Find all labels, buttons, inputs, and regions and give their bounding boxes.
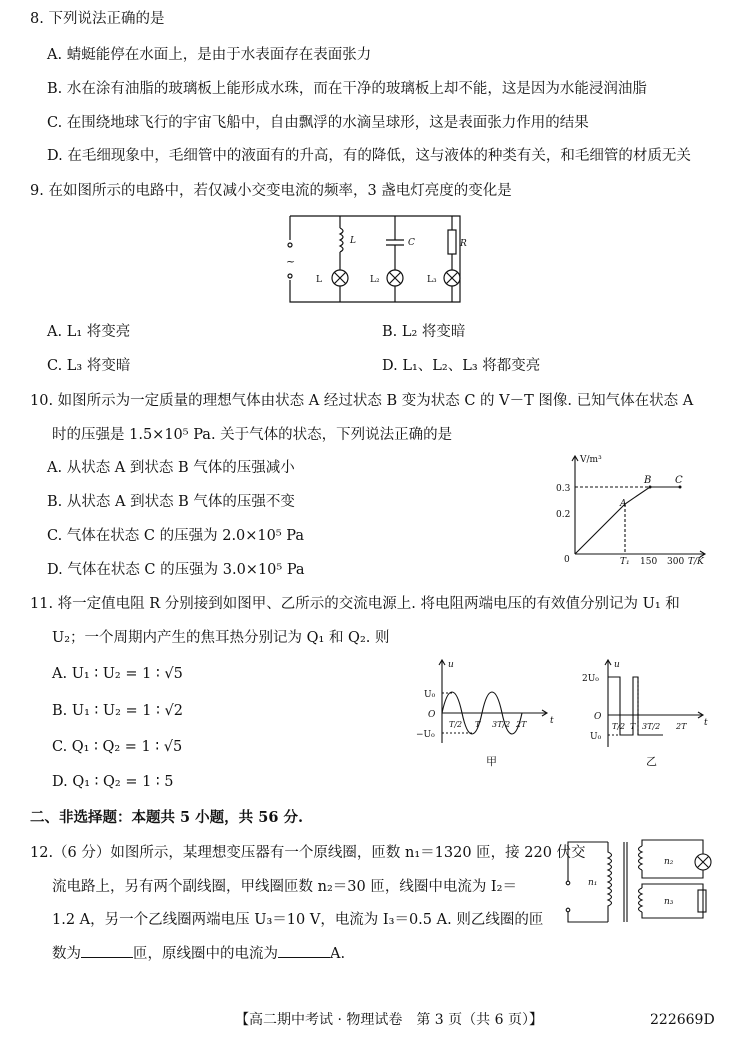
q11-jia-neg-u0-label: −U₀ [416, 730, 435, 740]
q8-option-b: B. 水在涂有油脂的玻璃板上能形成水珠，而在干净的玻璃板上却不能，这是因为水能浸润油脂 [47, 81, 647, 97]
q12-blank-turns [81, 943, 133, 958]
q8-option-c: C. 在围绕地球飞行的宇宙飞船中，自由飘浮的水滴呈球形，这是表面张力作用的结果 [47, 115, 589, 131]
q10-vt-graph [540, 450, 715, 575]
q11-option-c: C. Q₁ ∶ Q₂ = 1 ∶ √5 [52, 739, 183, 755]
q10-option-b: B. 从状态 A 到状态 B 气体的压强不变 [47, 494, 295, 510]
q11-yi-u0-label: U₀ [590, 732, 602, 742]
q12-line2: 流电路上，另有两个副线圈，甲线圈匝数 n₂＝30 匝，线圈中电流为 I₂＝ [52, 879, 517, 895]
q10-stem-line1: 10. 如图所示为一定质量的理想气体由状态 A 经过状态 B 变为状态 C 的 V－T 图像. 已知气体在状态 A [30, 393, 694, 409]
q10-tick-t1: T₁ [620, 557, 630, 567]
q8-option-a: A. 蜻蜓能停在水面上，是由于水表面存在表面张力 [47, 47, 372, 63]
q9-inductor-label: L [350, 236, 356, 246]
q9-option-c: C. L₃ 将变暗 [47, 358, 131, 374]
footer-exam-code: 222669D [650, 1012, 715, 1028]
q11-yi-tick-half-t: T/2 [612, 722, 626, 731]
q10-x-axis-label: T/K [688, 557, 704, 567]
q11-jia-u-label: u [448, 660, 454, 670]
q11-jia-tick-2t: 2T [516, 720, 527, 729]
q8-option-d: D. 在毛细现象中，毛细管中的液面有的升高，有的降低，这与液体的种类有关，和毛细管的材质无关 [47, 148, 691, 164]
q11-option-b: B. U₁ ∶ U₂ = 1 ∶ √2 [52, 703, 183, 719]
q11-stem-line1: 11. 将一定值电阻 R 分别接到如图甲、乙所示的交流电源上. 将电阻两端电压的有效值分别记为 U₁ 和 [30, 596, 680, 612]
q10-point-b: B [644, 475, 652, 486]
q9-capacitor-label: C [408, 238, 415, 248]
q9-lamp1-label: L [316, 275, 322, 285]
q12-line1: 12.（6 分）如图所示，某理想变压器有一个原线圈，匝数 n₁＝1320 匝，接 220 伏交 [30, 845, 586, 861]
q11-option-a: A. U₁ ∶ U₂ = 1 ∶ √5 [52, 666, 183, 682]
q11-yi-t-label: t [704, 718, 708, 728]
q11-yi-tick-t: T [630, 722, 636, 731]
q11-jia-tick-t: T [475, 720, 481, 729]
q10-tick-150: 150 [640, 557, 658, 567]
q10-option-a: A. 从状态 A 到状态 B 气体的压强减小 [47, 460, 295, 476]
q12-line3: 1.2 A，另一个乙线圈两端电压 U₃＝10 V，电流为 I₃＝0.5 A. 则乙线圈的匝 [52, 912, 544, 928]
q12-line4-prefix: 数为 [52, 946, 81, 962]
q11-jia-t-label: t [550, 716, 554, 726]
section-2-heading: 二、非选择题：本题共 5 小题，共 56 分. [30, 809, 304, 826]
q8-stem: 8. 下列说法正确的是 [30, 11, 165, 27]
q9-resistor-label: R [460, 239, 467, 249]
q11-yi-origin: O [594, 712, 602, 722]
q11-waveform-yi [578, 655, 718, 775]
q9-option-d: D. L₁、L₂、L₃ 将都变亮 [382, 358, 541, 374]
q9-lamp3-label: L₃ [427, 275, 437, 285]
q10-point-a: A [620, 499, 627, 509]
q12-transformer-diagram [560, 838, 720, 926]
q11-yi-tick-2t: 2T [676, 722, 687, 731]
q9-option-a: A. L₁ 将变亮 [47, 324, 131, 340]
q11-jia-origin: O [428, 710, 436, 720]
q11-waveform-jia [412, 655, 562, 775]
q10-point-c: C [675, 475, 683, 486]
q11-option-d: D. Q₁ ∶ Q₂ = 1 ∶ 5 [52, 774, 174, 790]
q11-stem-line2: U₂；一个周期内产生的焦耳热分别记为 Q₁ 和 Q₂. 则 [52, 630, 390, 646]
q11-jia-tick-half-t: T/2 [449, 720, 463, 729]
q10-tick-0.3: 0.3 [556, 484, 571, 494]
q11-yi-u-label: u [614, 660, 620, 670]
q10-option-d: D. 气体在状态 C 的压强为 3.0×10⁵ Pa [47, 562, 305, 578]
q12-line4-middle: 匝，原线圈中的电流为 [133, 946, 278, 962]
q11-yi-tick-3half-t: 3T/2 [642, 722, 661, 731]
q11-jia-tick-3half-t: 3T/2 [492, 720, 511, 729]
q10-stem-line2: 时的压强是 1.5×10⁵ Pa. 关于气体的状态，下列说法正确的是 [52, 427, 453, 443]
q10-y-axis-label: V/m³ [580, 455, 602, 465]
q9-option-b: B. L₂ 将变暗 [382, 324, 466, 340]
q12-blank-current [278, 943, 330, 958]
q11-yi-2u0-label: 2U₀ [582, 674, 599, 684]
q12-n3-label: n₃ [664, 897, 674, 907]
q9-lamp2-label: L₂ [370, 275, 380, 285]
q10-option-c: C. 气体在状态 C 的压强为 2.0×10⁵ Pa [47, 528, 305, 544]
q10-origin: 0 [564, 555, 570, 565]
q12-n2-label: n₂ [664, 857, 674, 867]
q11-jia-caption: 甲 [486, 755, 497, 768]
footer-page-info: 【高二期中考试 · 物理试卷 第 3 页（共 6 页）】 [235, 1012, 543, 1028]
q11-jia-u0-label: U₀ [424, 690, 436, 700]
q9-circuit-diagram [280, 210, 470, 308]
q9-ac-source-label: ~ [286, 255, 296, 268]
q11-yi-caption: 乙 [646, 755, 657, 768]
q12-n1-label: n₁ [588, 878, 598, 888]
q9-stem: 9. 在如图所示的电路中，若仅减小交变电流的频率，3 盏电灯亮度的变化是 [30, 183, 512, 199]
q10-tick-0.2: 0.2 [556, 510, 571, 520]
q10-tick-300: 300 [667, 557, 685, 567]
q12-line4-suffix: A. [330, 946, 346, 962]
q12-line4 [52, 943, 345, 964]
